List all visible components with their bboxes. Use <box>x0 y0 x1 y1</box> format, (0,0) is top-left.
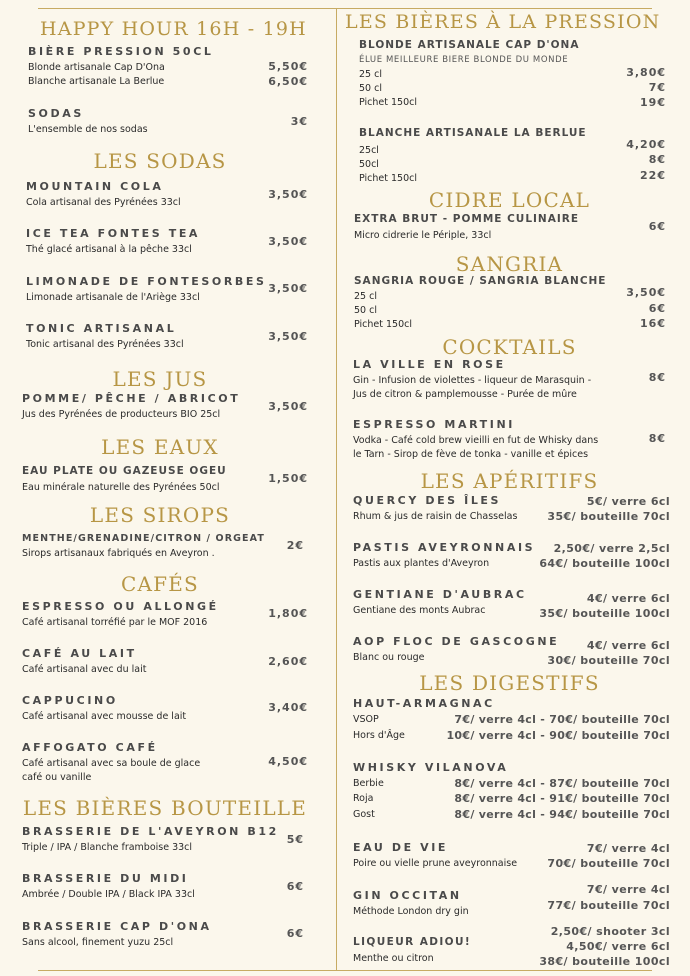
item-desc: Pastis aux plantes d'Aveyron <box>353 558 490 569</box>
section-title-happy-hour: HAPPY HOUR 16H - 19H <box>40 18 307 40</box>
item-name: EAU DE VIE <box>353 841 449 854</box>
item-desc: Café artisanal avec mousse de lait <box>22 711 187 722</box>
item-price: 7€/ verre 4cl <box>586 883 670 896</box>
item-price: 4,50€/ verre 6cl <box>566 940 670 953</box>
item-desc: Café artisanal torréfié par le MOF 2016 <box>22 617 208 628</box>
item-name: BRASSERIE DU MIDI <box>22 872 189 885</box>
item-desc: Pichet 150cl <box>359 97 417 108</box>
section-title-sirops: LES SIROPS <box>89 503 231 527</box>
item-desc: Micro cidrerie le Périple, 33cl <box>354 230 492 241</box>
item-desc: Rhum & jus de raisin de Chasselas <box>353 511 518 522</box>
item-name: ESPRESSO MARTINI <box>353 418 515 431</box>
item-price: 10€/ verre 4cl - 90€/ bouteille 70cl <box>446 729 670 742</box>
item-name: WHISKY VILANOVA <box>353 761 509 774</box>
item-name: EAU PLATE OU GAZEUSE OGEU <box>22 465 227 477</box>
item-name: SANGRIA ROUGE / SANGRIA BLANCHE <box>354 275 607 287</box>
item-price: 7€ <box>648 81 666 94</box>
item-name: EXTRA BRUT - POMME CULINAIRE <box>354 213 579 225</box>
item-price: 4,20€ <box>626 138 666 151</box>
item-name: AFFOGATO CAFÉ <box>22 741 158 754</box>
item-price: 6,50€ <box>268 75 308 88</box>
item-price: 2€ <box>286 539 304 552</box>
item-price: 5€/ verre 6cl <box>586 495 670 508</box>
item-price: 8€/ verre 4cl - 87€/ bouteille 70cl <box>454 777 670 790</box>
item-name: AOP FLOC DE GASCOGNE <box>353 635 560 648</box>
item-desc: Triple / IPA / Blanche framboise 33cl <box>22 842 193 853</box>
item-desc: 50cl <box>359 159 379 170</box>
section-title-cidre: CIDRE LOCAL <box>428 188 591 212</box>
item-price: 19€ <box>640 96 666 109</box>
item-name: QUERCY DES ÎLES <box>353 494 502 507</box>
item-desc: Cola artisanal des Pyrénées 33cl <box>26 197 181 208</box>
item-name: CAPPUCINO <box>22 694 118 707</box>
item-price: 7€/ verre 4cl - 70€/ bouteille 70cl <box>454 713 670 726</box>
item-price: 2,50€/ shooter 3cl <box>550 925 670 938</box>
item-name: LIMONADE DE FONTESORBES <box>26 275 267 288</box>
item-price: 1,50€ <box>268 472 308 485</box>
item-price: 77€/ bouteille 70cl <box>547 899 670 912</box>
item-desc: Pichet 150cl <box>359 173 417 184</box>
item-desc: Menthe ou citron <box>353 953 434 964</box>
item-desc: 25 cl <box>359 69 382 80</box>
item-desc: L'ensemble de nos sodas <box>28 124 148 135</box>
item-desc: Pichet 150cl <box>354 319 412 330</box>
item-price: 16€ <box>640 317 666 330</box>
item-price: 3,50€ <box>268 330 308 343</box>
item-name-sodas: SODAS <box>28 107 84 120</box>
item-price: 8€ <box>648 153 666 166</box>
item-name: BRASSERIE DE L'AVEYRON B12 <box>22 825 279 838</box>
item-price: 4€/ verre 6cl <box>586 639 670 652</box>
item-desc: le Tarn - Sirop de fève de tonka - vanille et épices <box>353 449 589 460</box>
item-price: 8€/ verre 4cl - 94€/ bouteille 70cl <box>454 808 670 821</box>
item-desc: Méthode London dry gin <box>353 906 469 917</box>
section-title-bieres-bouteille: LES BIÈRES BOUTEILLE <box>22 796 308 820</box>
item-desc: Jus de citron & pamplemousse - Purée de mûre <box>353 389 577 400</box>
item-desc: Blanc ou rouge <box>353 652 425 663</box>
item-desc: Blonde artisanale Cap D'Ona <box>28 62 165 73</box>
item-price: 6€ <box>286 880 304 893</box>
bottom-border <box>38 970 652 971</box>
item-name: BRASSERIE CAP D'ONA <box>22 920 212 933</box>
item-desc: Poire ou vielle prune aveyronnaise <box>353 858 518 869</box>
item-price: 2,50€/ verre 2,5cl <box>553 542 670 555</box>
item-desc: Eau minérale naturelle des Pyrénées 50cl <box>22 482 220 493</box>
item-name-biere-pression: BIÈRE PRESSION 50CL <box>28 45 214 58</box>
item-price: 6€ <box>648 220 666 233</box>
item-desc: Gentiane des monts Aubrac <box>353 605 486 616</box>
item-price: 8€ <box>648 371 666 384</box>
section-title-sangria: SANGRIA <box>455 252 564 276</box>
item-desc: 25 cl <box>354 291 377 302</box>
item-price: 4€/ verre 6cl <box>586 592 670 605</box>
item-desc: 50 cl <box>354 305 377 316</box>
item-desc: Gost <box>353 809 375 820</box>
item-price: 3,50€ <box>268 282 308 295</box>
item-desc: VSOP <box>353 714 379 725</box>
item-price: 3,40€ <box>268 701 308 714</box>
item-desc: 50 cl <box>359 83 382 94</box>
item-price: 3,50€ <box>268 400 308 413</box>
item-desc: Roja <box>353 793 374 804</box>
item-price: 3€ <box>290 115 308 128</box>
item-name: BLANCHE ARTISANALE LA BERLUE <box>359 127 587 139</box>
section-title-cafes: CAFÉS <box>121 572 199 596</box>
section-title-aperitifs: LES APÉRITIFS <box>420 469 599 493</box>
item-desc: Sans alcool, finement yuzu 25cl <box>22 937 174 948</box>
item-name: MOUNTAIN COLA <box>26 180 164 193</box>
item-price: 30€/ bouteille 70cl <box>547 654 670 667</box>
item-price: 4,50€ <box>268 755 308 768</box>
item-desc: Café artisanal avec sa boule de glace <box>22 758 201 769</box>
section-title-digestifs: LES DIGESTIFS <box>419 671 600 695</box>
item-name: HAUT-ARMAGNAC <box>353 697 495 710</box>
item-price: 35€/ bouteille 100cl <box>539 607 670 620</box>
item-price: 6€ <box>286 927 304 940</box>
item-price: 8€/ verre 4cl - 91€/ bouteille 70cl <box>454 792 670 805</box>
item-price: 38€/ bouteille 100cl <box>539 955 670 968</box>
item-price: 5€ <box>286 833 304 846</box>
item-desc: café ou vanille <box>22 772 92 783</box>
item-name: TONIC ARTISANAL <box>26 322 177 335</box>
item-price: 22€ <box>640 169 666 182</box>
section-title-eaux: LES EAUX <box>101 435 219 459</box>
item-desc: Sirops artisanaux fabriqués en Aveyron . <box>22 548 215 559</box>
item-name: LIQUEUR ADIOU! <box>353 936 472 948</box>
item-desc: Hors d'Âge <box>353 730 405 741</box>
item-price: 3,50€ <box>268 188 308 201</box>
item-price: 2,60€ <box>268 655 308 668</box>
item-price: 8€ <box>648 432 666 445</box>
item-name: ESPRESSO OU ALLONGÉ <box>22 600 219 613</box>
column-divider <box>336 8 337 970</box>
item-price: 3,80€ <box>626 66 666 79</box>
item-desc: Thé glacé artisanal à la pêche 33cl <box>26 244 192 255</box>
item-price: 7€/ verre 4cl <box>586 842 670 855</box>
section-title-jus: LES JUS <box>112 367 208 391</box>
item-desc: Ambrée / Double IPA / Black IPA 33cl <box>22 889 195 900</box>
item-desc: Café artisanal avec du lait <box>22 664 147 675</box>
item-name: ICE TEA FONTES TEA <box>26 227 201 240</box>
item-desc: Limonade artisanale de l'Ariège 33cl <box>26 292 200 303</box>
item-price: 5,50€ <box>268 60 308 73</box>
item-desc: Jus des Pyrénées de producteurs BIO 25cl <box>22 409 221 420</box>
section-title-pression: LES BIÈRES À LA PRESSION <box>345 11 661 33</box>
section-title-cocktails: COCKTAILS <box>442 335 577 359</box>
item-price: 70€/ bouteille 70cl <box>547 857 670 870</box>
item-name: PASTIS AVEYRONNAIS <box>353 541 536 554</box>
item-desc: Tonic artisanal des Pyrénées 33cl <box>26 339 184 350</box>
item-name: GIN OCCITAN <box>353 889 462 902</box>
item-desc: Gin - Infusion de violettes - liqueur de Marasquin - <box>353 375 592 386</box>
item-desc: Berbie <box>353 778 384 789</box>
item-price: 64€/ bouteille 100cl <box>539 557 670 570</box>
item-desc: 25cl <box>359 145 379 156</box>
item-price: 3,50€ <box>626 286 666 299</box>
item-desc: Vodka - Café cold brew vieilli en fut de Whisky dans <box>353 435 599 446</box>
item-name: LA VILLE EN ROSE <box>353 358 506 371</box>
item-name: POMME/ PÊCHE / ABRICOT <box>22 392 241 405</box>
item-price: 6€ <box>648 302 666 315</box>
item-name: CAFÉ AU LAIT <box>22 647 137 660</box>
item-subtitle: ÉLUE MEILLEURE BIERE BLONDE DU MONDE <box>359 55 569 65</box>
item-price: 3,50€ <box>268 235 308 248</box>
item-name: MENTHE/GRENADINE/CITRON / ORGEAT <box>22 533 265 544</box>
item-price: 35€/ bouteille 70cl <box>547 510 670 523</box>
top-border <box>38 8 652 9</box>
section-title-sodas: LES SODAS <box>93 149 227 173</box>
item-desc: Blanche artisanale La Berlue <box>28 76 165 87</box>
item-name: BLONDE ARTISANALE CAP D'ONA <box>359 39 580 51</box>
item-name: GENTIANE D'AUBRAC <box>353 588 527 601</box>
item-price: 1,80€ <box>268 607 308 620</box>
